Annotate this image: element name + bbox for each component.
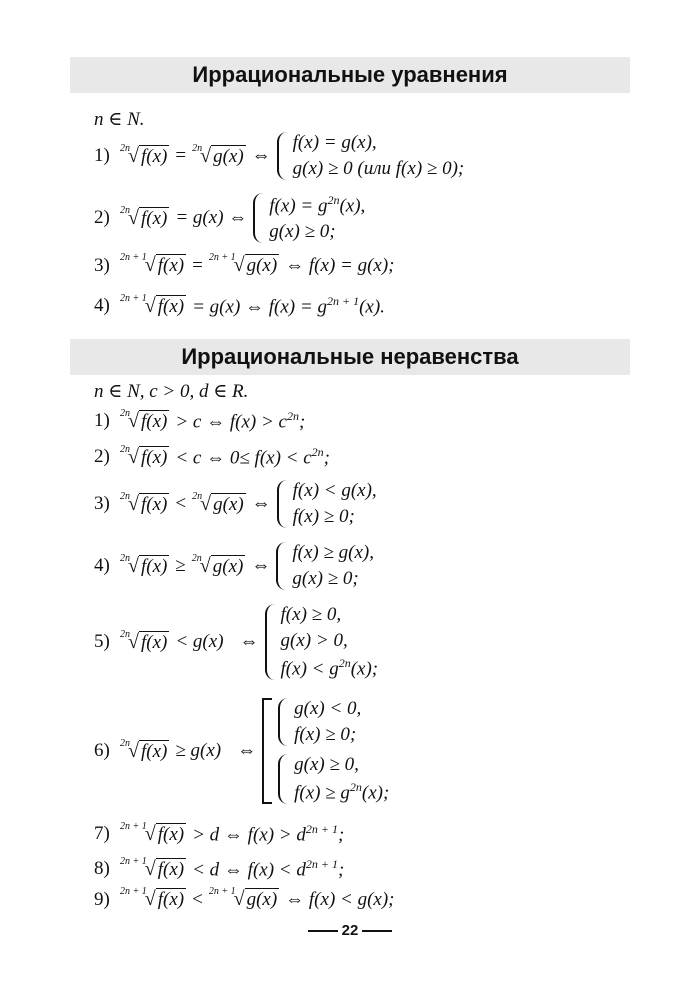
radical: 2n √ g(x): [192, 142, 244, 167]
radical: 2n + 1 √ f(x): [120, 292, 185, 317]
radical: 2n + 1 √ f(x): [120, 886, 185, 910]
inequality-3: 3) 2n √ f(x) < 2n √ g(x) ⇔ f(x) < g(x), f(x) ≥ 0;: [94, 480, 377, 527]
inequality-6: 6) 2n √ f(x) ≥ g(x) ⇔ g(x) < 0, f(x) ≥ 0; g(x) ≥ 0, $f(x) \ge g^{2n}(x)$;: [94, 698, 390, 804]
condition-equations: n ∈ N.: [94, 109, 145, 130]
system-brace: f(x) < g(x), f(x) ≥ 0;: [277, 480, 377, 528]
inequality-5: 5) 2n √ f(x) < g(x) ⇔ f(x) ≥ 0, g(x) > 0, $f(x) < g^{2n}(x)$;: [94, 604, 379, 680]
radical: 2n + 1 √ f(x): [120, 820, 185, 845]
system-brace: $f(x) = g^{2n}(x)$, g(x) ≥ 0;: [253, 193, 365, 243]
radical: 2n √ f(x): [120, 204, 168, 229]
radical: 2n √ f(x): [120, 407, 168, 432]
radical: 2n √ g(x): [191, 552, 244, 577]
system-brace: f(x) = g(x), g(x) ≥ 0 (или f(x) ≥ 0);: [277, 132, 465, 180]
inequality-1: 1) 2n √ f(x) > c ⇔ $f(x) > c^{2n}$;: [94, 407, 306, 433]
condition-inequalities: n ∈ N, c > 0, d ∈ R.: [94, 381, 249, 402]
union-bracket: [262, 698, 389, 804]
radical: 2n √ f(x): [120, 737, 168, 762]
radical: 2n + 1 √ f(x): [120, 855, 185, 880]
radical: 2n √ g(x): [192, 490, 244, 515]
equation-2: 2) 2n √ f(x) = g(x) ⇔ $f(x) = g^{2n}(x)$, g(x) ≥ 0;: [94, 193, 366, 243]
equation-3: 3) 2n + 1 √ f(x) = 2n + 1 √ g(x) ⇔ f(x) = g(x);: [94, 252, 395, 276]
inequality-7: 7) 2n + 1 √ f(x) > d ⇔ $f(x) > d^{2n + 1}$;: [94, 820, 345, 846]
inequality-4: 4) 2n √ f(x) ≥ 2n √ g(x) ⇔ f(x) ≥ g(x), g(x) ≥ 0;: [94, 542, 375, 589]
radical: 2n √ f(x): [120, 628, 168, 653]
page-number: 22: [0, 922, 700, 939]
inequality-8: 8) 2n + 1 √ f(x) < d ⇔ $f(x) < d^{2n + 1}$;: [94, 855, 345, 881]
radical: 2n + 1 √ g(x): [208, 252, 278, 276]
section-title-equations: Иррациональные уравнения: [70, 57, 630, 93]
radical: 2n + 1 √ g(x): [208, 886, 278, 910]
system-brace: f(x) ≥ g(x), g(x) ≥ 0;: [276, 542, 374, 590]
system-brace: g(x) < 0, f(x) ≥ 0;: [278, 698, 389, 746]
radical: 2n √ f(x): [120, 443, 168, 468]
radical: 2n + 1 √ f(x): [120, 252, 185, 276]
inequality-9: 9) 2n + 1 √ f(x) < 2n + 1 √ g(x) ⇔ f(x) < g(x);: [94, 886, 395, 910]
radical: 2n √ f(x): [120, 490, 168, 515]
system-brace: f(x) ≥ 0, g(x) > 0, $f(x) < g^{2n}(x)$;: [265, 604, 379, 680]
system-brace: g(x) ≥ 0, $f(x) \ge g^{2n}(x)$;: [278, 754, 389, 804]
section-title-inequalities: Иррациональные неравенства: [70, 339, 630, 375]
radical: 2n √ f(x): [120, 552, 168, 577]
equation-4: 4) 2n + 1 √ f(x) = g(x) ⇔ $f(x) = g^{2n + 1}(x)$.: [94, 292, 385, 318]
radical: 2n √ f(x): [120, 142, 168, 167]
equation-1: 1) 2n √ f(x) = 2n √ g(x) ⇔ f(x) = g(x), g(x) ≥ 0 (или f(x) ≥ 0);: [94, 132, 465, 179]
inequality-2: 2) 2n √ f(x) < c ⇔ $0\le f(x) < c^{2n}$;: [94, 443, 330, 469]
